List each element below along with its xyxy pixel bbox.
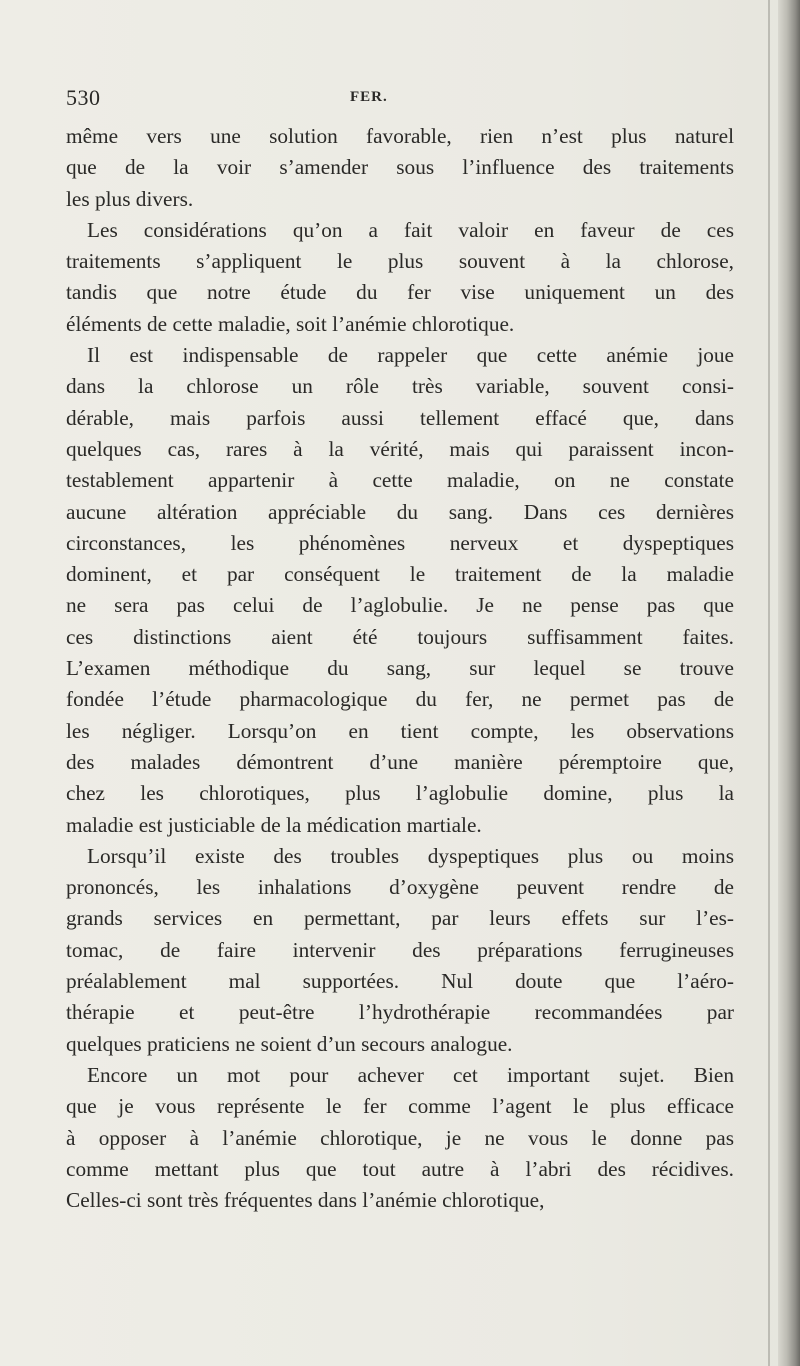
text-line: éléments de cette maladie, soit l’anémie chlorotique.	[66, 311, 515, 336]
text-line: même vers une solution favorable, rien n’est plus naturel	[66, 124, 734, 148]
text-line: prononcés, les inhalations d’oxygène peuvent rendre de	[66, 875, 734, 900]
text-line: préalablement mal supportées. Nul doute que l’aéro-	[66, 969, 734, 994]
text-line: dérable, mais parfois aussi tellement effacé que, dans	[66, 405, 734, 430]
text-line: des malades démontrent d’une manière péremptoire que,	[66, 749, 734, 774]
text-line: les plus divers.	[66, 186, 194, 211]
page-header	[66, 85, 734, 115]
text-line: dans la chlorose un rôle très variable, souvent consi-	[66, 374, 734, 399]
text-line: chez les chlorotiques, plus l’aglobulie domine, plus la	[66, 781, 734, 806]
text-line: à opposer à l’anémie chlorotique, je ne vous le donne pas	[66, 1125, 734, 1150]
text-line: L’examen méthodique du sang, sur lequel se trouve	[66, 656, 734, 681]
text-line: que de la voir s’amender sous l’influence des traitements	[66, 155, 734, 180]
text-line: dominent, et par conséquent le traitement de la maladie	[66, 562, 734, 587]
text-line: quelques praticiens ne soient d’un secours analogue.	[66, 1031, 513, 1056]
text-line: que je vous représente le fer comme l’agent le plus efficace	[66, 1094, 734, 1119]
page-number: 530	[66, 85, 101, 110]
text-line: les négliger. Lorsqu’on en tient compte, les observations	[66, 718, 734, 743]
text-line: tomac, de faire intervenir des préparations ferrugineuses	[66, 937, 734, 962]
text-line: quelques cas, rares à la vérité, mais qui paraissent incon-	[66, 436, 734, 461]
body-text	[66, 121, 734, 1216]
text-line: testablement appartenir à cette maladie, on ne constate	[66, 468, 734, 493]
text-line: Celles-ci sont très fréquentes dans l’anémie chlorotique,	[66, 1188, 545, 1213]
text-line: Il est indispensable de rappeler que cette anémie joue	[87, 343, 734, 368]
text-line: fondée l’étude pharmacologique du fer, ne permet pas de	[66, 687, 734, 712]
text-line: tandis que notre étude du fer vise uniquement un des	[66, 280, 734, 305]
text-line: aucune altération appréciable du sang. Dans ces dernières	[66, 499, 734, 524]
text-line: maladie est justiciable de la médication martiale.	[66, 812, 482, 837]
page-edge-shadow	[768, 0, 770, 1366]
text-line: circonstances, les phénomènes nerveux et dyspeptiques	[66, 530, 734, 555]
text-line: traitements s’appliquent le plus souvent à la chlorose,	[66, 249, 734, 274]
text-line: Lorsqu’il existe des troubles dyspeptiques plus ou moins	[87, 843, 734, 868]
text-line: grands services en permettant, par leurs effets sur l’es-	[66, 906, 734, 931]
text-line: Encore un mot pour achever cet important sujet. Bien	[87, 1062, 734, 1087]
text-line: comme mettant plus que tout autre à l’abri des récidives.	[66, 1156, 734, 1181]
text-line: ne sera pas celui de l’aglobulie. Je ne pense pas que	[66, 593, 734, 618]
text-line: thérapie et peut-être l’hydrothérapie recommandées par	[66, 1000, 734, 1025]
text-line: Les considérations qu’on a fait valoir en faveur de ces	[87, 217, 734, 242]
text-line: ces distinctions aient été toujours suffisamment faites.	[66, 624, 734, 649]
binding-edge	[778, 0, 800, 1366]
running-title: FER.	[350, 89, 388, 105]
